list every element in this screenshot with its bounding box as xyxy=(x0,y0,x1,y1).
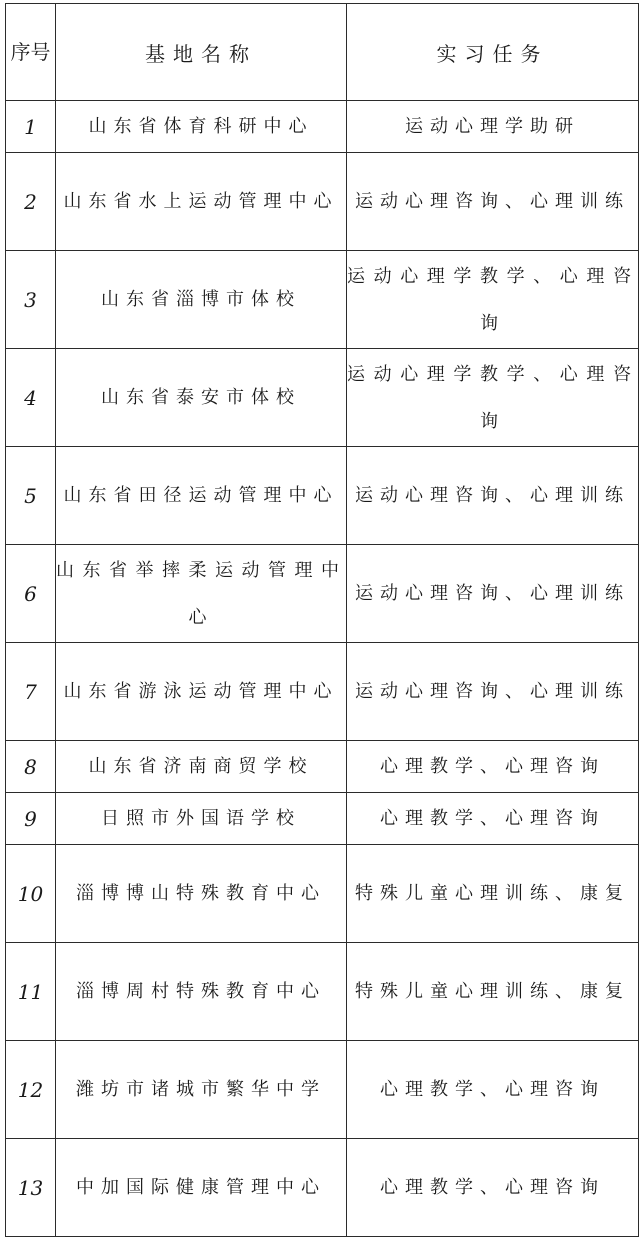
table-row xyxy=(6,943,639,1041)
row-base-name: 山东省体育科研中心 xyxy=(56,101,347,153)
row-index: 4 xyxy=(6,349,56,447)
row-base-name: 中加国际健康管理中心 xyxy=(56,1139,347,1237)
row-task: 运动心理咨询、心理训练 xyxy=(347,153,639,251)
table-row xyxy=(6,447,639,545)
row-base-name: 淄博博山特殊教育中心 xyxy=(56,845,347,943)
table-row xyxy=(6,101,639,153)
header-index: 序号 xyxy=(6,4,56,101)
row-task: 运动心理咨询、心理训练 xyxy=(347,545,639,643)
row-index: 1 xyxy=(6,101,56,153)
row-base-name: 山东省济南商贸学校 xyxy=(56,741,347,793)
row-index: 3 xyxy=(6,251,56,349)
header-task: 实习任务 xyxy=(347,4,639,101)
header-row xyxy=(6,4,639,101)
table-row xyxy=(6,545,639,643)
table-row xyxy=(6,153,639,251)
table-row xyxy=(6,1041,639,1139)
row-index: 6 xyxy=(6,545,56,643)
row-index: 11 xyxy=(6,943,56,1041)
row-base-name: 山东省田径运动管理中心 xyxy=(56,447,347,545)
row-base-name: 山东省游泳运动管理中心 xyxy=(56,643,347,741)
row-index: 12 xyxy=(6,1041,56,1139)
header-base-name: 基地名称 xyxy=(56,4,347,101)
row-index: 5 xyxy=(6,447,56,545)
practice-base-table xyxy=(5,3,639,1237)
row-task: 心理教学、心理咨询 xyxy=(347,793,639,845)
table-row xyxy=(6,1139,639,1237)
row-base-name: 淄博周村特殊教育中心 xyxy=(56,943,347,1041)
row-base-name: 山东省泰安市体校 xyxy=(56,349,347,447)
row-task: 运动心理咨询、心理训练 xyxy=(347,447,639,545)
table-row xyxy=(6,741,639,793)
row-task: 运动心理咨询、心理训练 xyxy=(347,643,639,741)
table-row xyxy=(6,643,639,741)
row-task: 运动心理学教学、心理咨询 xyxy=(347,251,639,349)
row-base-name: 山东省举摔柔运动管理中心 xyxy=(56,545,347,643)
row-base-name: 山东省水上运动管理中心 xyxy=(56,153,347,251)
row-task: 心理教学、心理咨询 xyxy=(347,741,639,793)
row-task: 心理教学、心理咨询 xyxy=(347,1139,639,1237)
row-index: 9 xyxy=(6,793,56,845)
row-task: 运动心理学助研 xyxy=(347,101,639,153)
row-task: 特殊儿童心理训练、康复 xyxy=(347,943,639,1041)
row-index: 7 xyxy=(6,643,56,741)
row-index: 10 xyxy=(6,845,56,943)
row-task: 特殊儿童心理训练、康复 xyxy=(347,845,639,943)
table-row xyxy=(6,793,639,845)
row-task: 心理教学、心理咨询 xyxy=(347,1041,639,1139)
row-task: 运动心理学教学、心理咨询 xyxy=(347,349,639,447)
row-base-name: 潍坊市诸城市繁华中学 xyxy=(56,1041,347,1139)
table-row xyxy=(6,845,639,943)
table-row xyxy=(6,251,639,349)
row-index: 2 xyxy=(6,153,56,251)
row-index: 13 xyxy=(6,1139,56,1237)
row-base-name: 山东省淄博市体校 xyxy=(56,251,347,349)
table-row xyxy=(6,349,639,447)
row-index: 8 xyxy=(6,741,56,793)
row-base-name: 日照市外国语学校 xyxy=(56,793,347,845)
